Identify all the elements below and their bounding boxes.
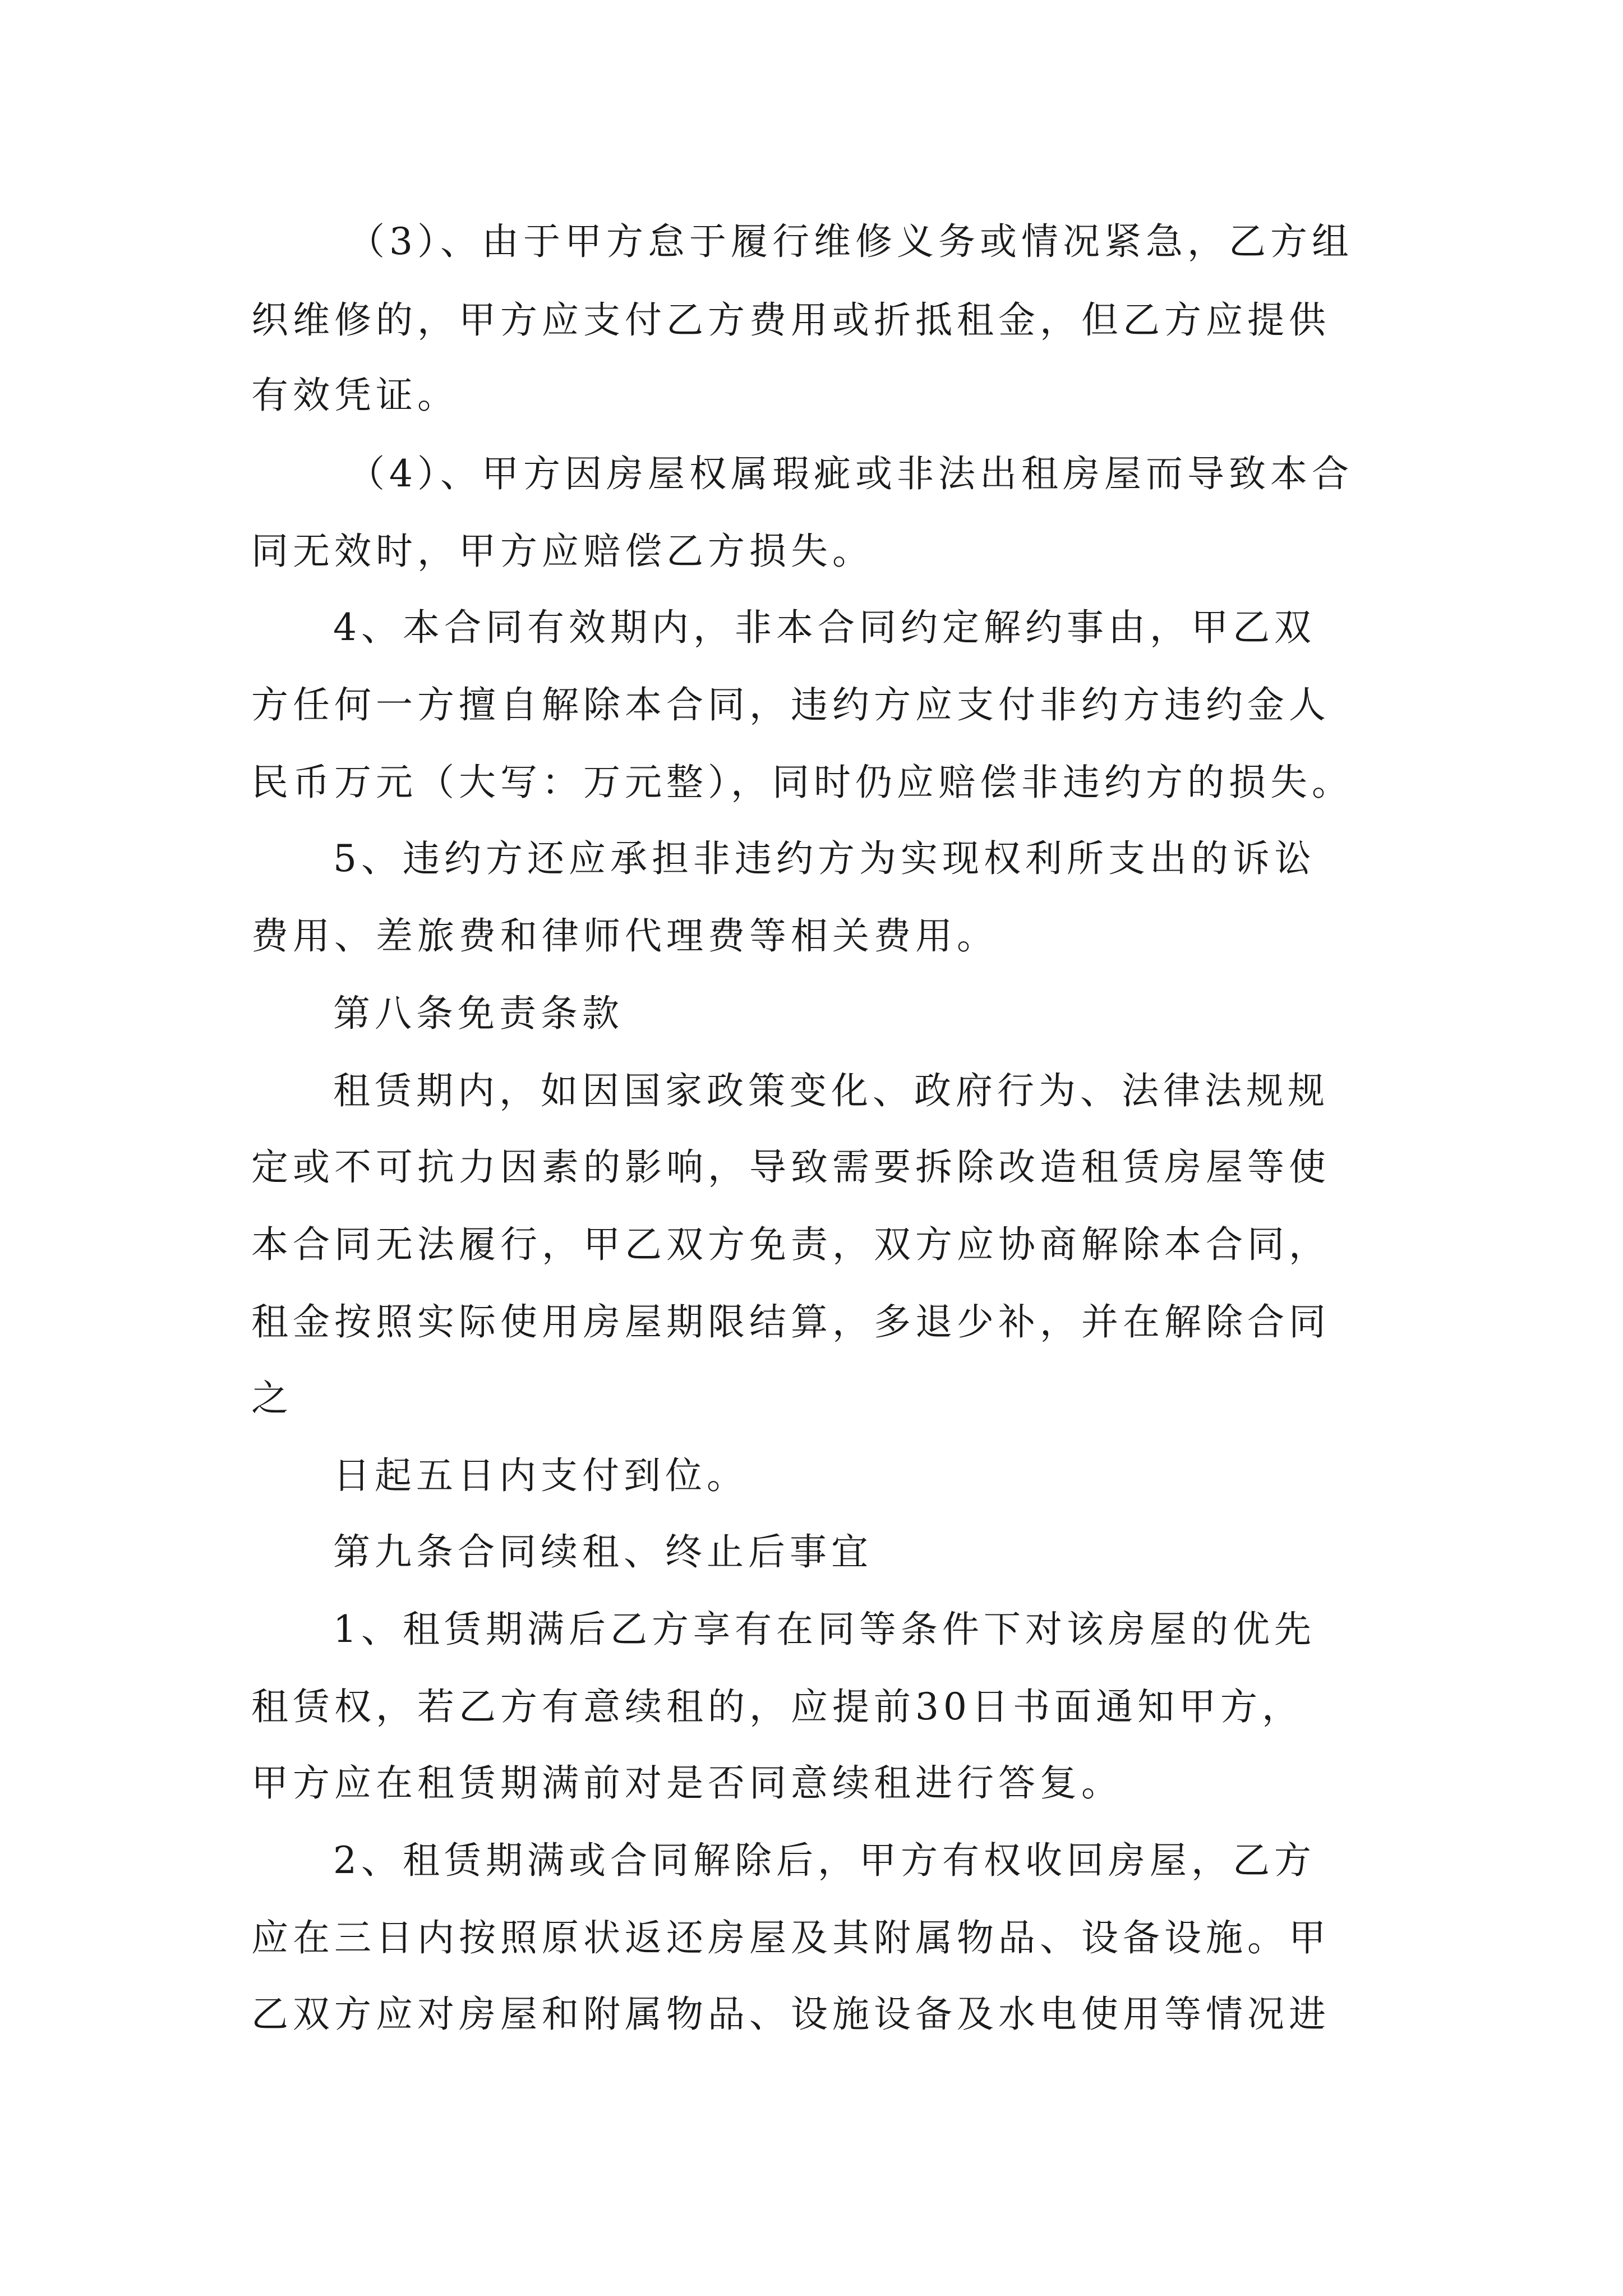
text-line: 本合同无法履行，甲乙双方免责，双方应协商解除本合同， [251,1223,1330,1266]
section-heading: 第九条合同续租、终止后事宜 [333,1530,873,1573]
text-line: 5、违约方还应承担非违约方为实现权利所支出的诉讼 [333,837,1316,880]
text-line: 1、租赁期满后乙方享有在同等条件下对该房屋的优先 [333,1608,1316,1651]
text-line: 租金按照实际使用房屋期限结算，多退少补，并在解除合同 [251,1300,1330,1343]
text-line: （3）、由于甲方怠于履行维修义务或情况紧急，乙方组 [348,220,1353,263]
text-line: 之 [251,1377,293,1420]
text-line: 民币万元（大写：万元整），同时仍应赔偿非违约方的损失。 [251,761,1353,804]
text-line: 2、租赁期满或合同解除后，甲方有权收回房屋，乙方 [333,1839,1316,1882]
text-line: 定或不可抗力因素的影响，导致需要拆除改造租赁房屋等使 [251,1145,1330,1189]
text-line: （4）、甲方因房屋权属瑕疵或非法出租房屋而导致本合 [348,452,1353,495]
text-line: 有效凭证。 [251,374,459,417]
text-line: 甲方应在租赁期满前对是否同意续租进行答复。 [251,1761,1123,1805]
text-line: 租赁期内，如因国家政策变化、政府行为、法律法规规 [333,1069,1329,1112]
text-line: 织维修的，甲方应支付乙方费用或折抵租金，但乙方应提供 [251,298,1330,342]
text-line: 乙双方应对房屋和附属物品、设施设备及水电使用等情况进 [251,1993,1330,2036]
text-line: 方任何一方擅自解除本合同，违约方应支付非约方违约金人 [251,683,1330,726]
section-heading: 第八条免责条款 [333,992,624,1035]
text-line: 日起五日内支付到位。 [333,1454,748,1497]
text-line: 应在三日内按照原状返还房屋及其附属物品、设备设施。甲 [251,1916,1330,1959]
text-line: 同无效时，甲方应赔偿乙方损失。 [251,530,874,573]
text-line: 4、本合同有效期内，非本合同约定解约事由，甲乙双 [333,606,1316,649]
text-line: 费用、差旅费和律师代理费等相关费用。 [251,914,998,958]
text-line: 租赁权，若乙方有意续租的，应提前30日书面通知甲方， [251,1685,1303,1728]
